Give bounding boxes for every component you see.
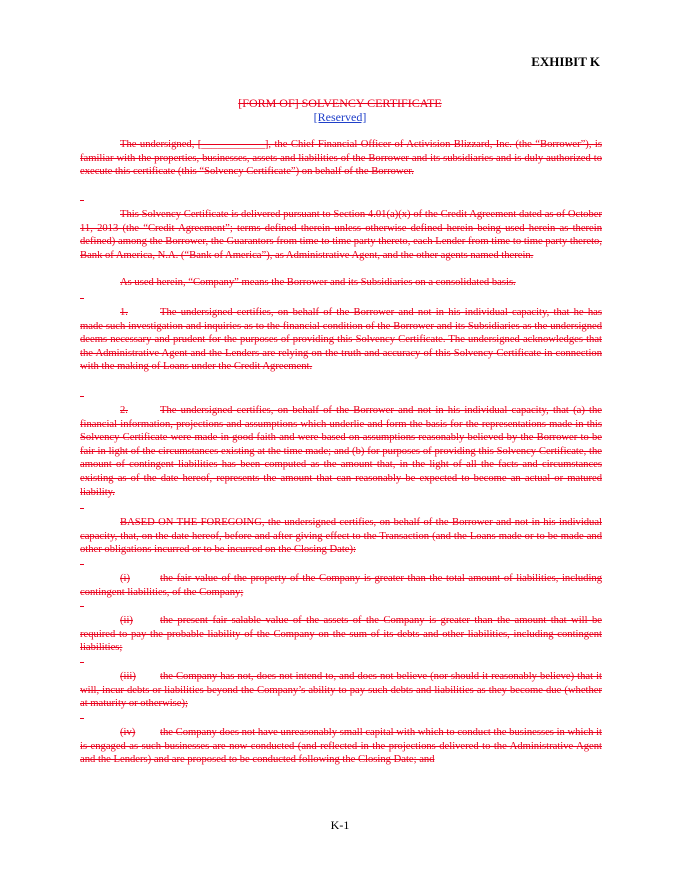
- clause-iv-text: the Company does not have unreasonably small capital with which to conduct the businesses in which it is engaged as such businesses are now conducted (and reflected in the projections delivered to the Administrative Agent and the Lenders) and are proposed to be conducted following the Closing Date; and: [80, 727, 602, 766]
- exhibit-label: EXHIBIT K: [531, 54, 600, 69]
- paragraph-delivery: [80, 208, 602, 262]
- paragraph-certify-2-number: 2.: [120, 405, 128, 416]
- clause-i-number: (i): [120, 573, 130, 584]
- deletion-mark: [80, 200, 84, 201]
- clause-iii: [80, 670, 602, 711]
- deletion-mark: [80, 606, 84, 607]
- clause-ii: [80, 614, 602, 655]
- deletion-mark: [80, 662, 84, 663]
- title-struck: [0, 96, 680, 111]
- clause-ii-number: (ii): [120, 615, 133, 626]
- deletion-mark: [80, 508, 84, 509]
- paragraph-certify-2: [80, 404, 602, 499]
- paragraph-certify-2-text: The undersigned certifies, on behalf of the Borrower and not in his individual capacity, that (a) the financial information, projections and assumptions which underlie and form the basis for the representations made in this Solvency Certificate were made in good faith and were based on assumptions reasonably believed by the Borrower to be fair in light of the circumstances existing at the time made; and (b) for purposes of providing this Solvency Certificate, the amount of contingent liabilities has been computed as the amount that, in the light of all the facts and circumstances existing as of the date hereof, represents the amount that can reasonably be expected to become an actual or matured liability.: [80, 405, 602, 498]
- clause-iii-number: (iii): [120, 671, 136, 682]
- paragraph-intro: [80, 138, 602, 179]
- paragraph-intro-text: The undersigned, [____________], the Chief Financial Officer of Activision Blizzard, Inc. (the “Borrower”), is familiar with the properties, businesses, assets and liabilities of the Borrower and its subsidiaries and is duly authorized to execute this certificate (this “Solvency Certificate”) on behalf of the Borrower.: [80, 139, 602, 178]
- paragraph-definition-text: As used herein, “Company” means the Borrower and its Subsidiaries on a consolidated basis.: [120, 277, 516, 288]
- paragraph-definition: [80, 276, 602, 290]
- page-number: K-1: [330, 818, 350, 832]
- clause-iv: [80, 726, 602, 767]
- deletion-mark: [80, 718, 84, 719]
- paragraph-certify-1: [80, 306, 602, 374]
- clause-i: [80, 572, 602, 599]
- paragraph-foregoing-text: BASED ON THE FOREGOING, the undersigned certifies, on behalf of the Borrower and not in his individual capacity, that, on the date hereof, before and after giving effect to the Transaction (and the Loans made or to be made and other obligations incurred or to be incurred on the Closing Date):: [80, 517, 602, 556]
- title-struck-text: [FORM OF] SOLVENCY CERTIFICATE: [238, 96, 442, 110]
- paragraph-foregoing: [80, 516, 602, 557]
- clause-i-text: the fair value of the property of the Company is greater than the total amount of liabilities, including contingent liabilities, of the Company;: [80, 573, 602, 598]
- paragraph-certify-1-number: 1.: [120, 307, 128, 318]
- paragraph-delivery-text: This Solvency Certificate is delivered pursuant to Section 4.01(a)(x) of the Credit Agreement dated as of October 11, 2013 (the “Credit Agreement”; terms defined therein unless otherwise defined herein being used herein as therein defined) among the Borrower, the Guarantors from time to time party thereto, each Lender from time to time party thereto, Bank of America, N.A. (“Bank of America”), as Administrative Agent, and the other agents named therein.: [80, 209, 602, 261]
- deletion-mark: [80, 298, 84, 299]
- title-inserted-text: [Reserved]: [313, 110, 367, 124]
- clause-ii-text: the present fair salable value of the assets of the Company is greater than the amount that will be required to pay the probable liability of the Company on the sum of its debts and other liabilities, including contingent liabilities;: [80, 615, 602, 654]
- clause-iv-number: (iv): [120, 727, 136, 738]
- deletion-mark: [80, 396, 84, 397]
- clause-iii-text: the Company has not, does not intend to, and does not believe (nor should it reasonably believe) that it will, incur debts or liabilities beyond the Company’s ability to pay such debts and liabilities as they become due (whether at maturity or otherwise);: [80, 671, 602, 710]
- deletion-mark: [80, 564, 84, 565]
- title-inserted: [0, 110, 680, 125]
- paragraph-certify-1-text: The undersigned certifies, on behalf of the Borrower and not in his individual capacity, that he has made such investigation and inquiries as to the financial condition of the Borrower and its Subsidiaries as the undersigned deems necessary and prudent for the purposes of providing this Solvency Certificate. The undersigned acknowledges that the Administrative Agent and the Lenders are relying on the truth and accuracy of this Solvency Certificate in connection with the making of Loans under the Credit Agreement.: [80, 307, 602, 373]
